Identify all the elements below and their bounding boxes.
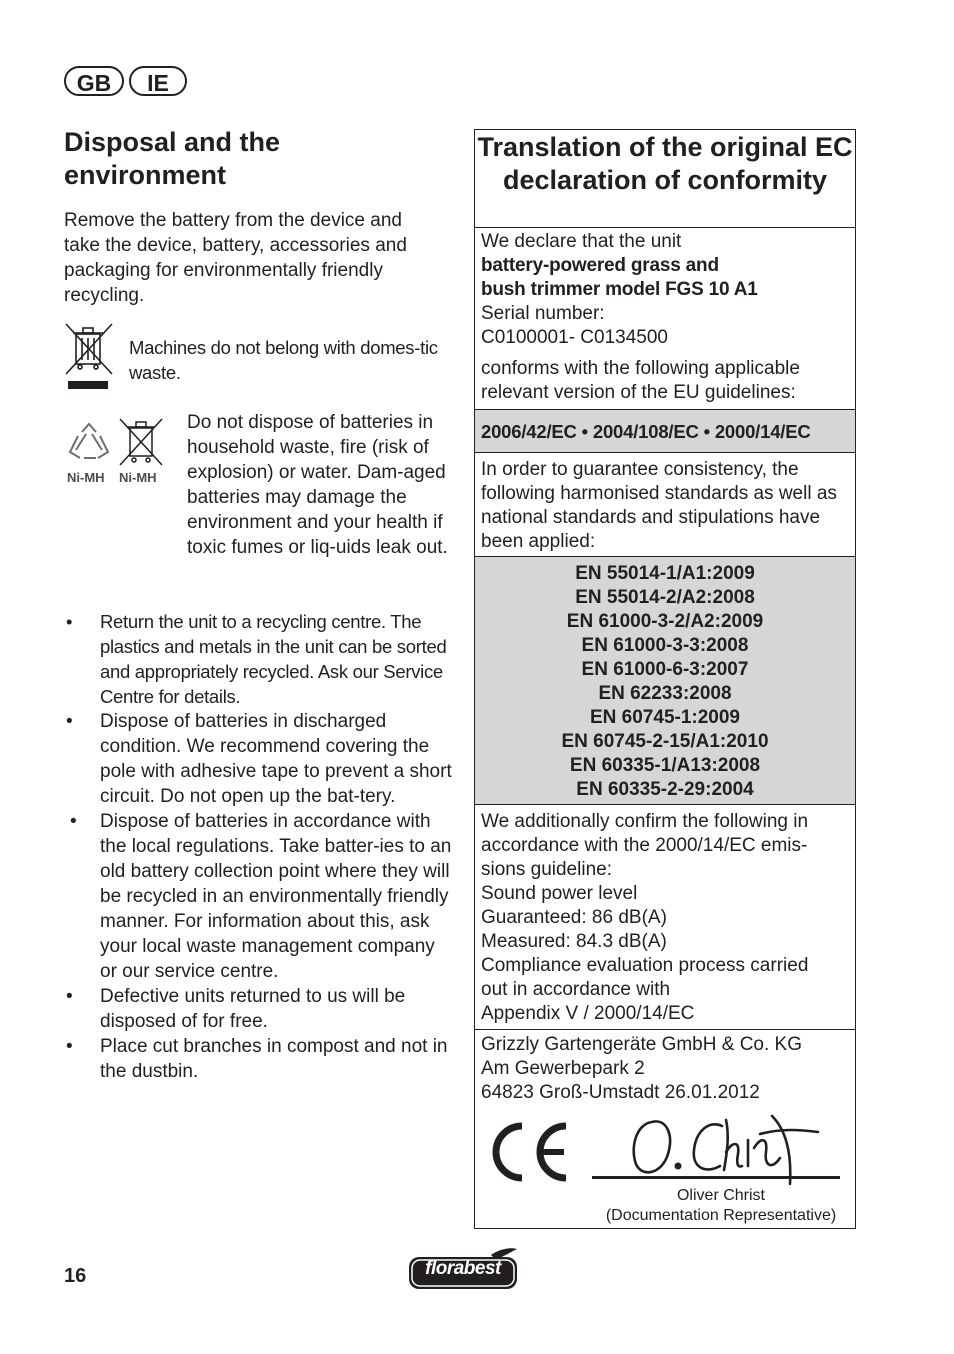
brand-wordmark: florabest [425,1258,501,1279]
battery-label-2: Ni-MH [119,470,157,485]
emissions-line: out in accordance with [481,979,671,1000]
standard-item: EN 61000-3-2/A2:2009 [566,611,764,632]
battery-label-1: Ni-MH [67,470,105,485]
section-heading: Disposal and the environment [64,127,281,190]
battery-note: Do not dispose of batteries in household waste, fire (risk of explosion) or water. Dam-aged batteries may damage the environment and your health if toxic fumes or liq-uids leak out. [187,412,448,558]
declare-intro: We declare that the unit [481,231,682,252]
intro-paragraph: Remove the battery from the device and take the device, battery, accessories and packaging for environmentally friendly recycling. [64,210,407,306]
standard-item: EN 62233:2008 [598,683,732,704]
emissions-line: Measured: 84.3 dB(A) [481,931,667,952]
emissions-cell [475,805,855,1030]
signatory [589,1186,853,1226]
standard-item: EN 61000-3-3:2008 [581,635,749,656]
signatory-role: (Documentation Representative) [605,1207,837,1224]
standards-intro: In order to guarantee consistency, the following harmonised standards as well as national standards and stipulations have been applied: [481,459,837,552]
list-item: • Dispose of batteries in discharged condition. We recommend covering the pole with adhesive tape to prevent a short circuit. Do not open up the bat-tery. [64,709,454,809]
company-line: Am Gewerbepark 2 [481,1058,645,1079]
conforms-text: conforms with the following applicable relevant version of the EU guidelines: [481,358,800,403]
emissions-line: Compliance evaluation process carried [481,955,809,976]
standard-item: EN 60335-1/A13:2008 [569,755,761,776]
list-item: • Return the unit to a recycling centre. The plastics and metals in the unit can be sorted and appropriately recycled. Ask our Service Centre for details. [64,609,454,709]
emissions-line: accordance with the 2000/14/EC emis- [481,835,808,856]
serial-label: Serial number: [481,303,605,324]
unit-cell [475,228,855,410]
product-line-2: bush trimmer model FGS 10 A1 [481,279,758,300]
standard-item: EN 61000-6-3:2007 [581,659,749,680]
product-line-1: battery-powered grass and [481,255,719,276]
directives-cell [475,410,855,453]
disposal-bullet-list [64,609,454,1084]
ce-mark-icon [486,1120,570,1184]
serial-range: C0100001- C0134500 [481,327,668,348]
company-line: Grizzly Gartengeräte GmbH & Co. KG [481,1034,802,1055]
emissions-line: Sound power level [481,883,638,904]
standards-cell [475,557,855,805]
standard-item: EN 55014-1/A1:2009 [575,563,755,584]
company-line: 64823 Groß-Umstadt 26.01.2012 [481,1082,760,1103]
declaration-box [474,129,856,1229]
standard-item: EN 60745-1:2009 [590,707,740,728]
directives-text: 2006/42/EC • 2004/108/EC • 2000/14/EC [481,421,811,442]
crossed-bin-icon [64,322,114,392]
emissions-line: We additionally confirm the following in [481,811,809,832]
crossed-battery-bin-icon [117,416,165,468]
standard-item: EN 55014-2/A2:2008 [575,587,755,608]
declaration-title: Translation of the original EC declaration of conformity [477,132,853,195]
page-number: 16 [64,1265,87,1287]
signatory-name: Oliver Christ [676,1187,765,1204]
machines-note: Machines do not belong with domes-tic waste. [129,337,438,383]
emissions-line: Guaranteed: 86 dB(A) [481,907,667,928]
language-badge-gb: GB [64,66,124,96]
list-item: • Defective units returned to us will be disposed of for free. [64,984,454,1034]
recycle-icon [64,422,114,468]
standard-item: EN 60335-2-29:2004 [576,779,754,800]
language-badge-ie: IE [129,66,187,96]
emissions-line: sions guideline: [481,859,612,880]
emissions-line: Appendix V / 2000/14/EC [481,1003,695,1024]
standards-intro-cell [475,453,855,557]
declaration-title-cell [475,130,855,228]
list-item: • Dispose of batteries in accordance with the local regulations. Take batter-ies to an old battery collection point where they will be recycled in an environmentally friendly manner. For information about this, ask your local waste management company or our service centre. [64,809,454,984]
list-item: • Place cut branches in compost and not in the dustbin. [64,1034,454,1084]
standard-item: EN 60745-2-15/A1:2010 [561,731,769,752]
signature-line [592,1176,840,1179]
